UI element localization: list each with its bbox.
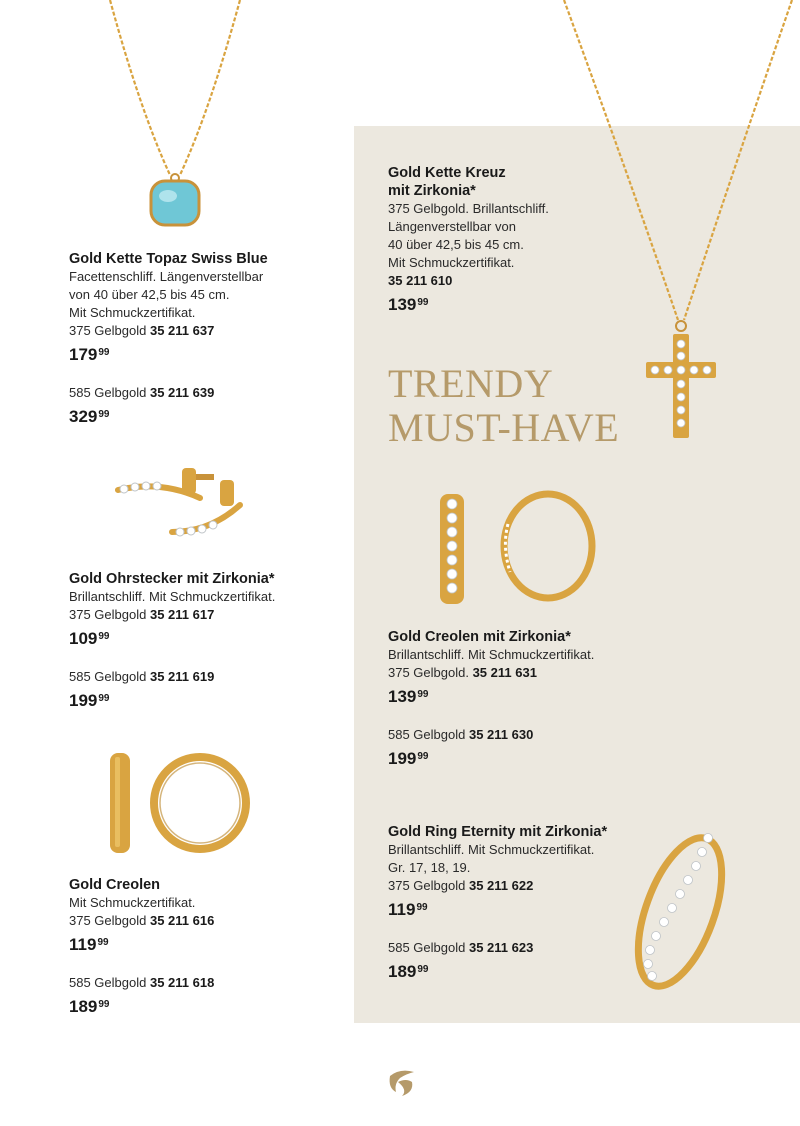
price (388, 294, 608, 316)
variant-line (388, 877, 638, 895)
article-number: 35 211 630 (468, 727, 534, 742)
product-title: Gold Kette Kreuz (388, 165, 506, 181)
ring-image (620, 820, 740, 1000)
product-desc-line: 40 über 42,5 bis 45 cm. (388, 237, 524, 252)
article-number: 35 211 616 (149, 913, 215, 928)
variant-label: 375 Gelbgold. (388, 665, 469, 680)
article-number: 35 211 619 (149, 669, 215, 684)
product-desc-line: Brillantschliff. Mit Schmuckzertifikat. (388, 647, 595, 662)
price-main: 189 (388, 962, 417, 981)
price (388, 748, 688, 770)
article-number: 35 211 631 (472, 665, 537, 680)
price-cents: 99 (98, 409, 110, 420)
product-desc-line: von 40 über 42,5 bis 45 cm. (69, 287, 230, 302)
product-title: mit Zirkonia* (388, 183, 476, 199)
product-desc-line: Brillantschliff. Mit Schmuckzertifikat. (69, 589, 276, 604)
price (388, 961, 638, 983)
product-desc-line: Facettenschliff. Längenverstellbar (69, 269, 264, 284)
product-ring (388, 823, 638, 983)
price-cents: 99 (417, 964, 429, 975)
variant-label: 375 Gelbgold (69, 323, 147, 338)
product-desc-line: 375 Gelbgold. Brillantschliff. (388, 201, 549, 216)
price-main: 119 (388, 900, 416, 919)
product-desc-line: Mit Schmuckzertifikat. (69, 895, 196, 910)
price (388, 899, 638, 921)
price-main: 199 (388, 749, 417, 768)
variant-label: 375 Gelbgold (388, 878, 466, 893)
variant-label: 585 Gelbgold (69, 975, 147, 990)
headline-line-1: TRENDY (388, 361, 554, 406)
price (69, 628, 369, 650)
variant-line (69, 974, 369, 992)
product-title: Gold Kette Topaz Swiss Blue (69, 251, 268, 267)
price-cents: 99 (417, 297, 429, 308)
product-title: Gold Ohrstecker mit Zirkonia* (69, 571, 275, 587)
price (388, 686, 688, 708)
product-ohrstecker (69, 570, 369, 712)
variant-line (388, 939, 638, 957)
product-desc-line: Mit Schmuckzertifikat. (388, 255, 515, 270)
price-cents: 99 (97, 937, 109, 948)
variant-line (388, 664, 688, 682)
article-number: 35 211 617 (149, 607, 215, 622)
price-cents: 99 (98, 631, 110, 642)
product-creolen (69, 876, 369, 1018)
variant-line (69, 912, 369, 930)
article-number: 35 211 623 (468, 940, 534, 955)
variant-label: 585 Gelbgold (69, 385, 147, 400)
variant-label: 375 Gelbgold (69, 607, 147, 622)
product-desc-line: Mit Schmuckzertifikat. (69, 305, 196, 320)
price (69, 406, 369, 428)
price-main: 329 (69, 407, 98, 426)
product-kette-kreuz (388, 164, 608, 316)
price-cents: 99 (416, 902, 428, 913)
creolen-image (100, 745, 260, 860)
article-number: 35 211 618 (149, 975, 215, 990)
headline-line-2: MUST-HAVE (388, 405, 620, 450)
price-main: 139 (388, 687, 417, 706)
creolen-zirkonia-image (430, 490, 610, 610)
variant-line (69, 322, 369, 340)
variant-line (69, 384, 369, 402)
article-number: 35 211 622 (468, 878, 534, 893)
variant-label: 375 Gelbgold (69, 913, 147, 928)
product-kette-topaz (69, 250, 369, 428)
product-title: Gold Creolen (69, 877, 161, 893)
variant-label: 585 Gelbgold (388, 940, 466, 955)
product-desc-line: Gr. 17, 18, 19. (388, 860, 471, 875)
article-number: 35 211 637 (149, 323, 215, 338)
price-main: 179 (69, 345, 98, 364)
price (69, 344, 369, 366)
variant-line (388, 272, 608, 290)
price-cents: 99 (417, 689, 429, 700)
article-number: 35 211 639 (149, 385, 215, 400)
product-title: Gold Ring Eternity mit Zirkonia* (388, 824, 608, 840)
price (69, 690, 369, 712)
price-main: 109 (69, 629, 98, 648)
price (69, 934, 369, 956)
price-main: 119 (69, 935, 97, 954)
article-number: 35 211 610 (388, 273, 453, 288)
price-cents: 99 (98, 693, 110, 704)
variant-line (69, 668, 369, 686)
price-cents: 99 (417, 751, 429, 762)
price-cents: 99 (98, 999, 110, 1010)
variant-line (69, 606, 369, 624)
price-cents: 99 (98, 347, 110, 358)
product-desc-line: Längenverstellbar von (388, 219, 516, 234)
product-creolen-zirkonia (388, 628, 688, 770)
variant-line (388, 726, 688, 744)
product-desc-line: Brillantschliff. Mit Schmuckzertifikat. (388, 842, 595, 857)
ohrstecker-image (110, 460, 250, 550)
price-main: 139 (388, 295, 417, 314)
tchibo-bean-logo-icon (384, 1066, 418, 1098)
variant-label: 585 Gelbgold (69, 669, 147, 684)
topaz-necklace-image (100, 0, 250, 240)
headline (388, 362, 619, 450)
price (69, 996, 369, 1018)
price-main: 199 (69, 691, 98, 710)
product-title: Gold Creolen mit Zirkonia* (388, 629, 571, 645)
variant-label: 585 Gelbgold (388, 727, 466, 742)
price-main: 189 (69, 997, 98, 1016)
